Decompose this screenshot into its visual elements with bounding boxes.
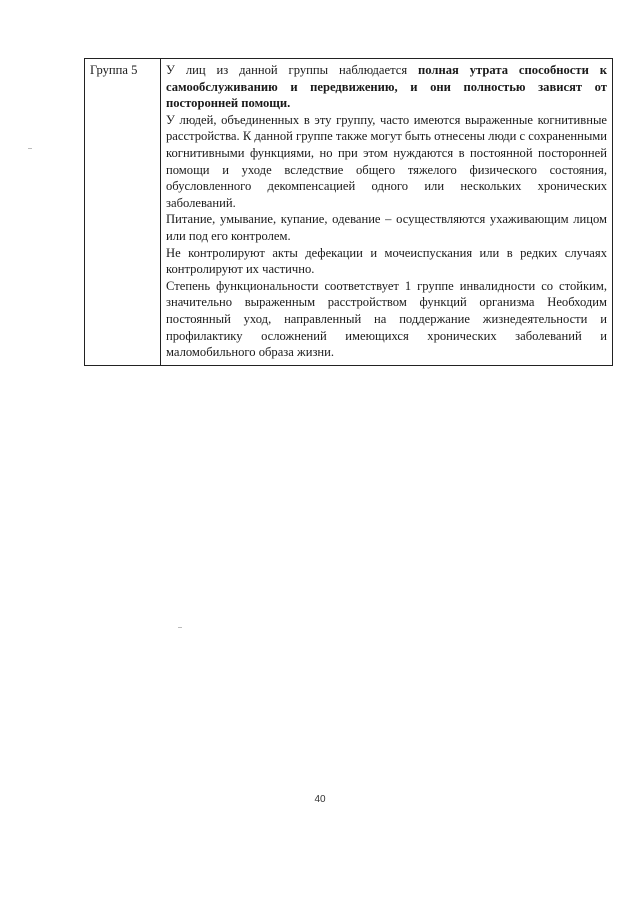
table-row: [85, 59, 613, 366]
group-description-cell: [161, 59, 613, 366]
intro-paragraph: [166, 62, 607, 112]
intro-plain-text: У лиц из данной группы наблюдается: [166, 63, 419, 77]
description-paragraph: У людей, объединенных в эту группу, часто имеются выраженные когнитивные расстройства. К данной группе также могут быть отнесены люди с сохраненными когнитивными функциями, но при этом нуждаются в постоянной посторонней помощи и уходе вследствие общего тяжелого физического состояния, обусловленного декомпенсацией одного или нескольких хронических заболеваний.: [166, 112, 607, 210]
scan-artifact: [28, 148, 32, 149]
intro-bold-text: полная утрата способности к самообслуживанию и передвижению, и они полностью зависят от посторонней помощи.: [166, 63, 608, 111]
description-paragraph: Питание, умывание, купание, одевание – осуществляются ухаживающим лицом или под его контролем.: [166, 212, 607, 243]
page-number: 40: [314, 794, 326, 805]
group-label-cell: [85, 59, 161, 366]
group-description-table: [84, 58, 613, 366]
group-label: Группа 5: [90, 63, 138, 77]
description-paragraph: Не контролируют акты дефекации и мочеиспускания или в редких случаях контролируют их частично.: [166, 245, 607, 277]
scan-artifact: [178, 627, 182, 628]
description-paragraph: Степень функциональности соответствует 1 группе инвалидности со стойким, значительно выраженным расстройством функций организма Необходим постоянный уход, направленный на поддержание жизнедеятельности и профилактику осложнений имеющихся хронических заболеваний и маломобильного образа жизни.: [166, 278, 607, 360]
